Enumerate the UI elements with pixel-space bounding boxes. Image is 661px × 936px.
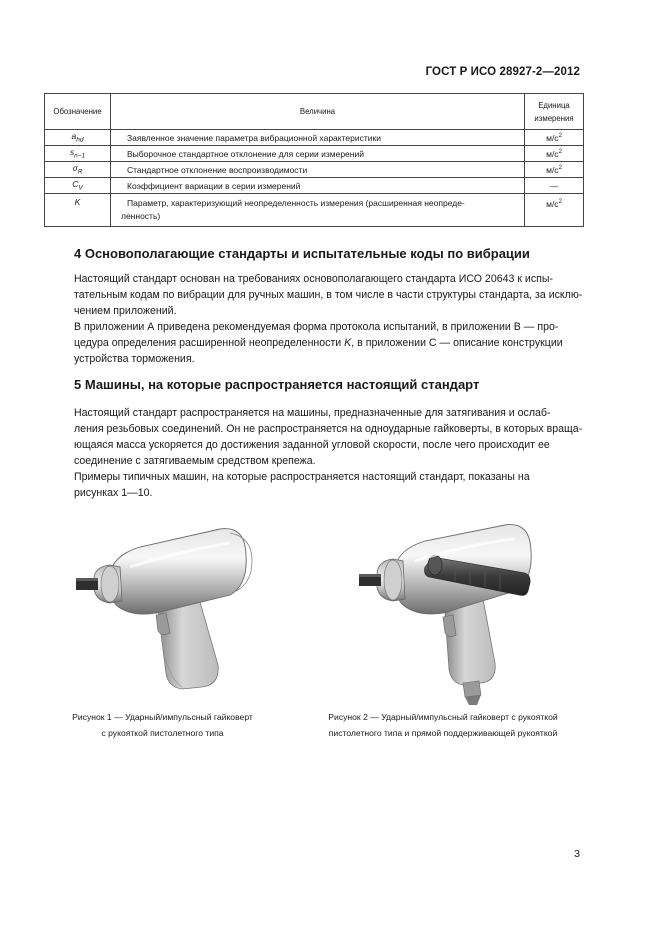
figure-2-caption: Рисунок 2 — Ударный/импульсный гайковерт с рукояткой пистолетного типа и прямой поддерживающей рукояткой [328, 712, 558, 738]
impact-wrench-figure-1 [70, 515, 270, 710]
text-line: тательным кодам по вибрации для ручных машин, в том числе в части структуры стандарта, за исклю- [74, 289, 583, 301]
text-line: рисунках 1—10. [74, 487, 153, 499]
table-row [45, 178, 584, 194]
description-cell: Стандартное отклонение воспроизводимости [111, 162, 525, 178]
section-5-paragraph-2 [74, 469, 582, 501]
unit-cell: $м/с^2$ [525, 130, 584, 146]
section-4-heading: 4 Основополагающие стандарты и испытательные коды по вибрации [74, 246, 530, 261]
page-number: 3 [574, 848, 580, 860]
impact-wrench-figure-2 [355, 515, 555, 710]
text-line: Настоящий стандарт основан на требованиях основополагающего стандарта ИСО 20643 к испы- [74, 273, 554, 285]
symbol-cell: $a_{hd}$ [45, 130, 111, 146]
text-line: соединение с затягиваемым средством крепежа. [74, 455, 316, 467]
page-header: ГОСТ Р ИСО 28927-2—2012 [425, 66, 580, 78]
unit-cell: — [525, 178, 584, 194]
unit-cell: $м/с^2$ [525, 194, 584, 227]
table-row [45, 162, 584, 178]
symbols-table [44, 93, 584, 227]
col-header-quantity: Величина [111, 94, 525, 130]
text-line: ющаяся масса ускоряется до достижения заданной угловой скорости, после чего происходит ее [74, 439, 550, 451]
text-line: Настоящий стандарт распространяется на машины, предназначенные для затягивания и ослаб- [74, 407, 551, 419]
table-row [45, 130, 584, 146]
symbol-cell: $C_V$ [45, 178, 111, 194]
unit-cell: $м/с^2$ [525, 146, 584, 162]
description-cell: Заявленное значение параметра вибрационной характеристики [111, 130, 525, 146]
col-header-unit: Единица измерения [525, 94, 584, 130]
description-cell: Выборочное стандартное отклонение для серии измерений [111, 146, 525, 162]
symbol-cell: $\sigma_R$ [45, 162, 111, 178]
table-row [45, 146, 584, 162]
text-line: ления резьбовых соединений. Он не распространяется на одноударные гайковерты, в которых враща- [74, 423, 583, 435]
table-row [45, 194, 584, 227]
symbol-cell: $s_{n-1}$ [45, 146, 111, 162]
text-line: устройства торможения. [74, 353, 195, 365]
section-5-paragraph-1 [74, 405, 582, 469]
text-line: цедура определения расширенной неопределенности K, в приложении С — описание конструкции [74, 337, 563, 349]
description-cell: Коэффициент вариации в серии измерений [111, 178, 525, 194]
col-header-symbol: Обозначение [45, 94, 111, 130]
table-header-row [45, 94, 584, 130]
text-line: чением приложений. [74, 305, 177, 317]
section-5-heading: 5 Машины, на которые распространяется настоящий стандарт [74, 377, 480, 392]
unit-cell: $м/с^2$ [525, 162, 584, 178]
text-line: Примеры типичных машин, на которые распространяется настоящий стандарт, показаны на [74, 471, 530, 483]
section-4-paragraph-1 [74, 271, 582, 319]
figure-1-caption: Рисунок 1 — Ударный/импульсный гайковерт с рукояткой пистолетного типа [72, 712, 253, 738]
description-cell: Параметр, характеризующий неопределенность измерения (расширенная неопреде- ленность) [111, 194, 525, 227]
section-4-paragraph-2 [74, 319, 582, 367]
text-line: В приложении А приведена рекомендуемая форма протокола испытаний, в приложении В — про- [74, 321, 559, 333]
symbol-cell: K [45, 194, 111, 227]
